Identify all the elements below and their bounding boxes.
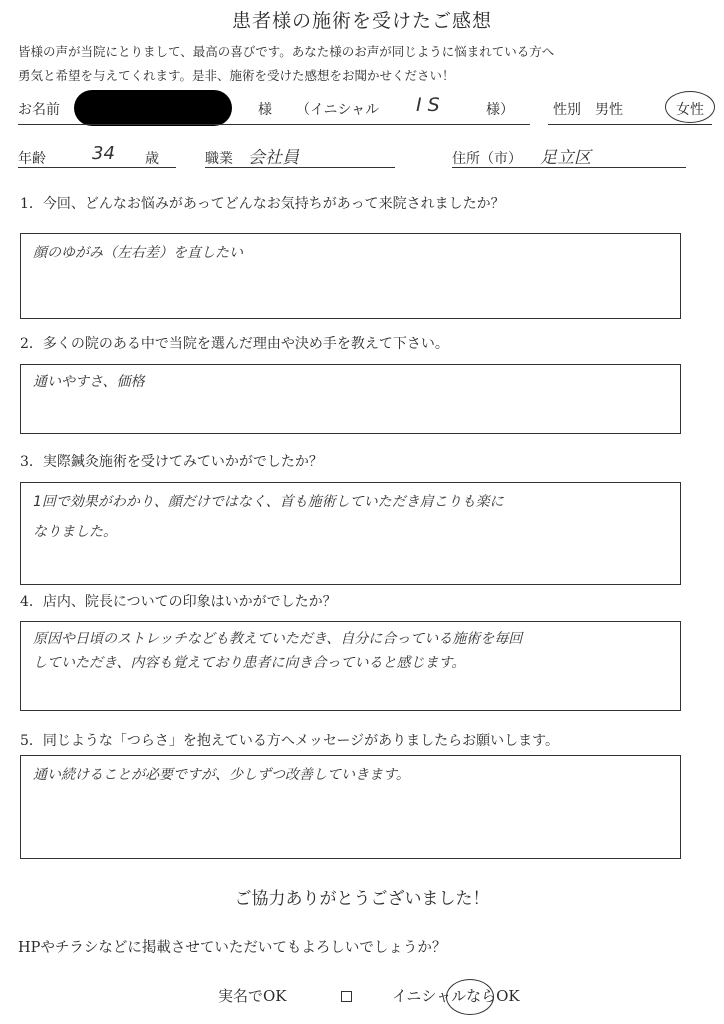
answer-5-line-1: 通い続けることが必要ですが、少しずつ改善していきます。: [33, 767, 410, 783]
age-unit: 歳: [145, 151, 159, 167]
gender-male: 男性: [595, 102, 623, 118]
job-value: 会社員: [248, 148, 299, 168]
question-5: 5．同じような「つらさ」を抱えている方へメッセージがありましたらお願いします。: [20, 733, 559, 749]
question-2: 2．多くの院のある中で当院を選んだ理由や決め手を教えて下さい。: [20, 336, 449, 352]
address-underline: [452, 167, 686, 168]
name-sama-label: 様: [258, 102, 272, 118]
initial-label: （イニシャル: [296, 102, 380, 118]
gender-underline: [548, 124, 712, 125]
initial-value: I S: [416, 94, 440, 116]
address-value: 足立区: [540, 148, 591, 168]
job-label: 職業: [205, 151, 233, 167]
realname-ok-checkbox[interactable]: [341, 991, 352, 1002]
answer-box-4: [20, 621, 681, 711]
question-4: 4．店内、院長についての印象はいかがでしたか？: [20, 594, 337, 610]
age-underline: [18, 167, 176, 168]
answer-4-line-2: していただき、内容も覚えており患者に向き合っていると感じます。: [33, 655, 466, 671]
female-selected-circle: [665, 91, 715, 123]
answer-3-line-1: 1回で効果がわかり、顔だけではなく、首も施術していただき肩こりも楽に: [33, 494, 504, 510]
answer-box-5: [20, 755, 681, 859]
permission-question: HPやチラシなどに掲載させていただいてもよろしいでしょうか？: [18, 940, 447, 956]
intro-line-1: 皆様の声が当院にとりまして、最高の喜びです。あなた様のお声が同じように悩まれている方へ: [18, 44, 555, 59]
question-3: 3．実際鍼灸施術を受けてみていかがでしたか？: [20, 454, 323, 470]
thanks-message: ご協力ありがとうございました！: [234, 889, 490, 909]
answer-2-line-1: 通いやすさ、価格: [33, 374, 145, 390]
answer-1-line-1: 顔のゆがみ（左右差）を直したい: [33, 245, 243, 261]
gender-label: 性別: [553, 102, 581, 118]
initial-sama-label: 様）: [486, 102, 514, 118]
gender-female: 女性: [676, 102, 704, 118]
name-label: お名前: [18, 102, 60, 118]
answer-box-2: [20, 364, 681, 434]
page-title: 患者様の施術を受けたご感想: [231, 10, 492, 32]
age-label: 年齢: [18, 151, 46, 167]
answer-4-line-1: 原因や日頃のストレッチなども教えていただき、自分に合っている施術を毎回: [33, 631, 523, 647]
intro-line-2: 勇気と希望を与えてくれます。是非、施術を受けた感想をお聞かせください！: [18, 68, 455, 83]
age-value: 34: [92, 143, 115, 164]
question-1: 1．今回、どんなお悩みがあってどんなお気持ちがあって来院されましたか？: [20, 196, 505, 212]
answer-box-3: [20, 482, 681, 585]
initial-ok-selected-circle: [446, 979, 494, 1015]
job-underline: [205, 167, 395, 168]
answer-3-line-2: なりました。: [33, 524, 117, 540]
answer-box-1: [20, 233, 681, 319]
realname-ok-option[interactable]: 実名でOK: [218, 987, 287, 1005]
redacted-name: [74, 90, 232, 126]
initial-ok-option[interactable]: イニシャルならOK: [392, 987, 520, 1005]
name-row-underline: [18, 124, 530, 125]
address-label: 住所（市）: [452, 151, 522, 167]
